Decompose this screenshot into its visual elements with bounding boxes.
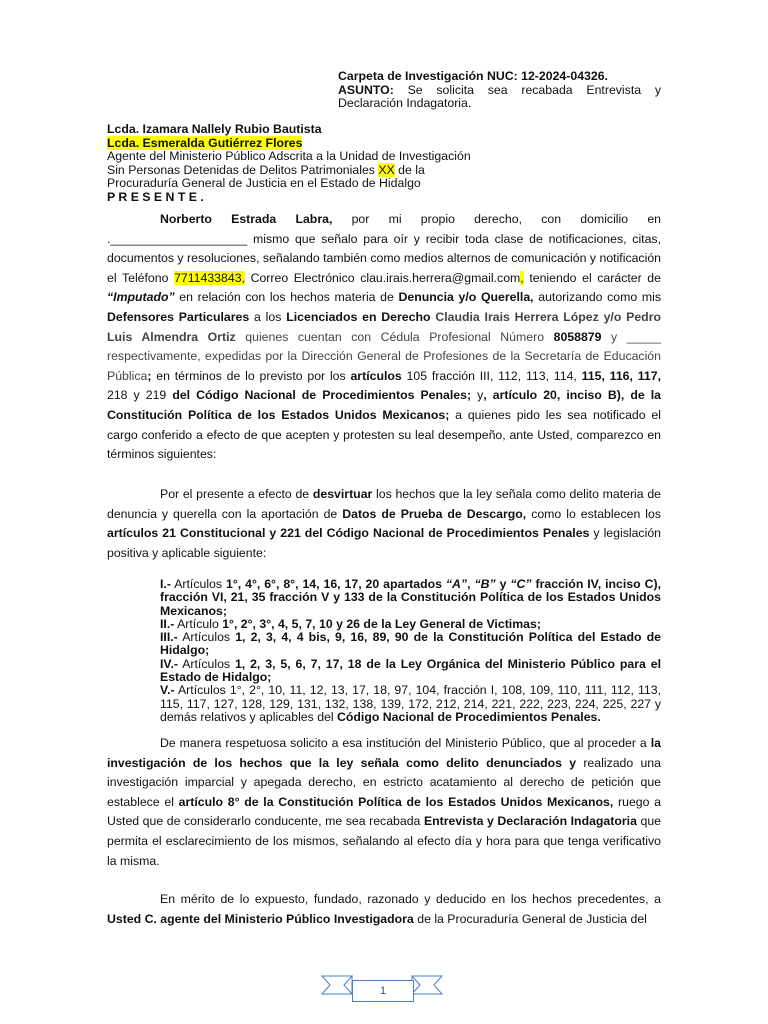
recipient-name-2: Lcda. Esmeralda Gutiérrez Flores — [107, 135, 303, 150]
recipient-block — [107, 123, 667, 204]
recipient-title-line: Agente del Ministerio Público Adscrita a la Unidad de Investigación — [107, 149, 471, 163]
list-item: III.- Artículos 1, 2, 3, 4, 4 bis, 9, 16, 89, 90 de la Constitución Política del Estado de Hidalgo; — [160, 630, 661, 658]
recipient-unit-line: Sin Personas Detenidas de Delitos Patrimoniales XX de la — [107, 162, 425, 177]
list-item: II.- Artículo 1°, 2°, 3°, 4, 5, 7, 10 y 26 de la Ley General de Victimas; — [160, 616, 541, 631]
legal-basis-list — [160, 578, 661, 724]
paragraph-2: Por el presente a efecto de desvirtuar los hechos que la ley señala como delito materia de denuncia y querella con la aportación de Datos de Prueba de Descargo, como lo establecen los artículos 21 Constitucional y 221 del Código Nacional de Procedimientos Penales y legislación positiva y aplicable siguiente: — [107, 487, 662, 560]
list-item: V.- Artículos 1°, 2°, 10, 11, 12, 13, 17, 18, 97, 104, fracción I, 108, 109, 110, 111, 112, 113, 115, 117, 127, 128, 129, 131, 132, 138, 139, 172, 212, 214, 221, 222, 223, 224, 225, 227 y demás relativos y aplicables del Código Nacional de Procedimientos Penales. — [160, 683, 661, 724]
case-number: Carpeta de Investigación NUC: 12-2024-04326. — [338, 69, 608, 83]
paragraph-4: En mérito de lo expuesto, fundado, razonado y deducido en los hechos precedentes, a Usted C. agente del Ministerio Público Investigadora de la Procuraduría General de Justicia del — [107, 892, 661, 926]
subject-line-continued: Declaración Indagatoria. — [338, 96, 472, 110]
phone-number: 7711433843, — [174, 270, 245, 285]
list-item: I.- Artículos 1°, 4°, 6°, 8°, 14, 16, 17, 20 apartados “A”, “B” y “C” fracción IV, inciso C), fracción VI, 21, 35 fracción V y 133 de la Constitución Política de los Estados Unidos Mexicanos; — [160, 577, 661, 618]
recipient-name-1: Lcda. Izamara Nallely Rubio Bautista — [107, 122, 322, 136]
paragraph-3: De manera respetuosa solicito a esa institución del Ministerio Público, que al proceder a la investigación de los hechos que la ley señala como delito denunciados y realizado una investigación imparcial y apegada derecho, en estricto acatamiento al derecho de petición que establece el artículo 8° de la Constitución Política de los Estados Unidos Mexicanos, ruego a Usted que de considerarlo conducente, me sea recabada Entrevista y Declaración Indagatoria que permita el esclarecimiento de los mismos, señalando al efecto día y hora para que tenga verificativo la misma. — [107, 736, 662, 868]
subject-line: ASUNTO: Se solicita sea recabada Entrevista y — [338, 82, 661, 97]
page-number: 1 — [352, 980, 414, 1002]
paragraph-1: Norberto Estrada Labra, por mi propio derecho, con domicilio en .____________________ mismo que señalo para oír y recibir toda clase de notificaciones, citas, documentos y resoluciones, señalando también como medios alternos de comunicación y notificación el Teléfono 7711433843, Correo Electrónico clau.irais.herrera@gmail.com, teniendo el carácter de “Imputado” en relación con los hechos materia de Denuncia y/o Querella, autorizando como mis Defensores Particulares a los Licenciados en Derecho Claudia Irais Herrera López y/o Pedro Luis Almendra Ortiz quienes cuentan con Cédula Profesional Número 8058879 y _____ respectivamente, expedidas por la Dirección General de Profesiones de la Secretaría de Educación Pública; en términos de lo previsto por los artículos 105 fracción III, 112, 113, 114, 115, 116, 117, 218 y 219 del Código Nacional de Procedimientos Penales; y, artículo 20, inciso B), de la Constitución Política de los Estados Unidos Mexicanos; a quienes pido les sea notificado el cargo conferido a efecto de que acepten y protesten su leal desempeño, ante Usted, comparezco en términos siguientes: — [107, 212, 662, 462]
document-header — [338, 70, 661, 111]
list-item: IV.- Artículos 1, 2, 3, 5, 6, 7, 17, 18 de la Ley Orgánica del Ministerio Público para el Estado de Hidalgo; — [160, 656, 661, 685]
presente-heading: P R E S E N T E . — [107, 189, 204, 204]
placeholder-xx: XX — [378, 162, 395, 177]
recipient-institution-line: Procuraduría General de Justicia en el Estado de Hidalgo — [107, 176, 421, 190]
